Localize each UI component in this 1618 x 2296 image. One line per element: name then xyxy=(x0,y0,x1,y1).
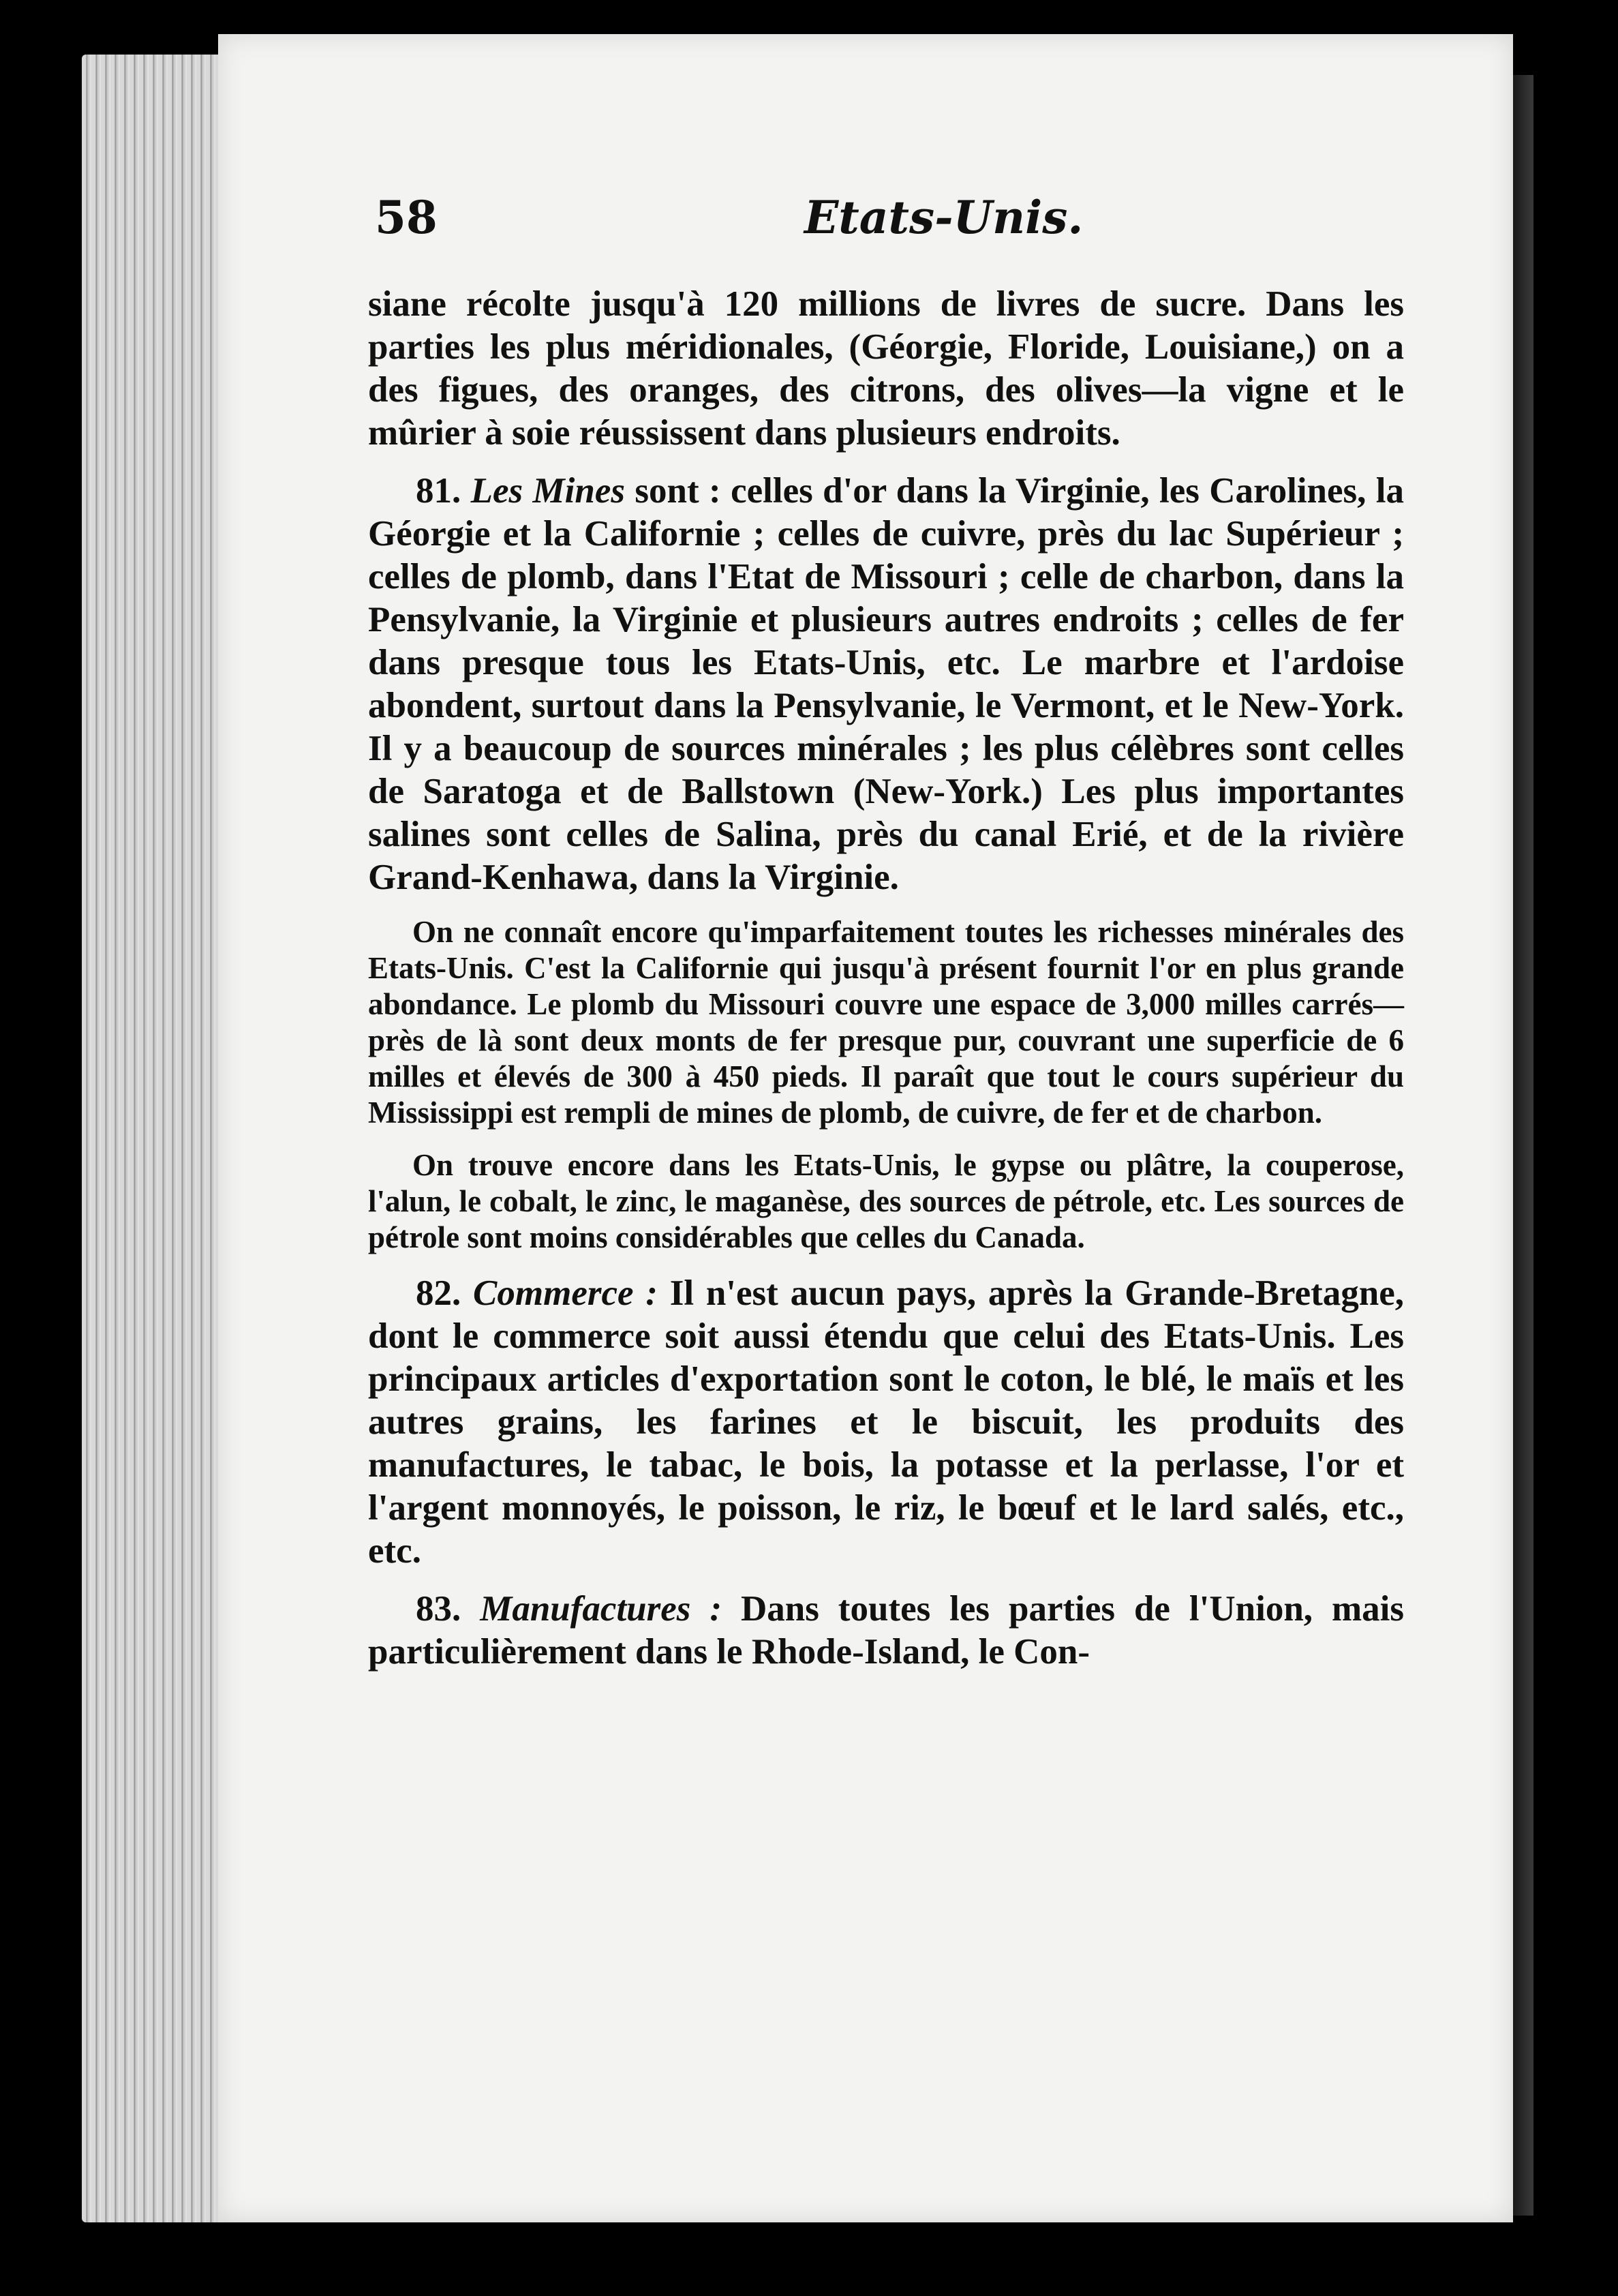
section-81 xyxy=(368,470,1404,899)
section-number: 83. xyxy=(416,1589,461,1629)
continuation-paragraph: siane récolte jusqu'à 120 millions de livres de sucre. Dans les parties les plus méridionales, (Géorgie, Floride, Louisiane,) on a des figues, des oranges, des citrons, des olives—la vigne et le mûrier à soie réussissent dans plusieurs endroits. xyxy=(368,284,1404,453)
section-heading: Manufactures : xyxy=(480,1589,722,1629)
section-text: Dans toutes les parties de l'Union, mais particulièrement dans le Rhode-Island, le Con- xyxy=(368,1589,1405,1672)
section-number: 82. xyxy=(416,1273,461,1313)
note-paragraph-minerals: On ne connaît encore qu'imparfaitement toutes les richesses minérales des Etats-Unis. C'est la Californie qui jusqu'à présent fournit l'or en plus grande abondance. Le plomb du Missouri couvre une espace de 3,000 milles carrés—près de là sont deux monts de fer presque pur, couvrant une superficie de 6 milles et élevés de 300 à 450 pieds. Il paraît que tout le cours supérieur du Mississippi est rempli de mines de plomb, de cuivre, de fer et de charbon. xyxy=(368,915,1404,1130)
page-stack-edges xyxy=(82,55,239,2222)
section-text: Il n'est aucun pays, après la Grande-Bretagne, dont le commerce soit aussi étendu que celui des Etats-Unis. Les principaux articles d'exportation sont le coton, le blé, le maïs et les autres grains, les farines et le biscuit, les produits des manufactures, le tabac, le bois, la potasse et la perlasse, l'or et l'argent monnoyés, le poisson, le riz, le bœuf et le lard salés, etc., etc. xyxy=(368,1273,1405,1571)
section-82 xyxy=(368,1272,1404,1573)
section-text: sont : celles d'or dans la Virginie, les Carolines, la Géorgie et la Californie ; celles de cuivre, près du lac Supérieur ; celles de plomb, dans l'Etat de Missouri ; celle de charbon, dans la Pensylvanie, la Virginie et plusieurs autres endroits ; celles de fer dans presque tous les Etats-Unis, etc. Le marbre et l'ardoise abondent, surtout dans la Pensylvanie, le Vermont, et le New-York. Il y a beaucoup de sources minérales ; les plus célèbres sont celles de Saratoga et de Ballstown (New-York.) Les plus importantes salines sont celles de Salina, près du canal Erié, et de la rivière Grand-Kenhawa, dans la Virginie. xyxy=(368,471,1405,897)
section-heading: Commerce : xyxy=(473,1273,658,1313)
note-paragraph-other-minerals: On trouve encore dans les Etats-Unis, le gypse ou plâtre, la couperose, l'alun, le cobalt, le zinc, le maganèse, des sources de pétrole, etc. Les sources de pétrole sont moins considérables que celles du Canada. xyxy=(368,1148,1404,1254)
page-header xyxy=(375,191,1438,252)
section-heading: Les Mines xyxy=(470,471,626,511)
page-number: 58 xyxy=(375,191,438,244)
section-number: 81. xyxy=(416,471,461,511)
binding-shadow xyxy=(1513,75,1533,2216)
page-body xyxy=(368,283,1404,1689)
section-83 xyxy=(368,1588,1404,1674)
running-title: Etats-Unis. xyxy=(804,191,1084,244)
